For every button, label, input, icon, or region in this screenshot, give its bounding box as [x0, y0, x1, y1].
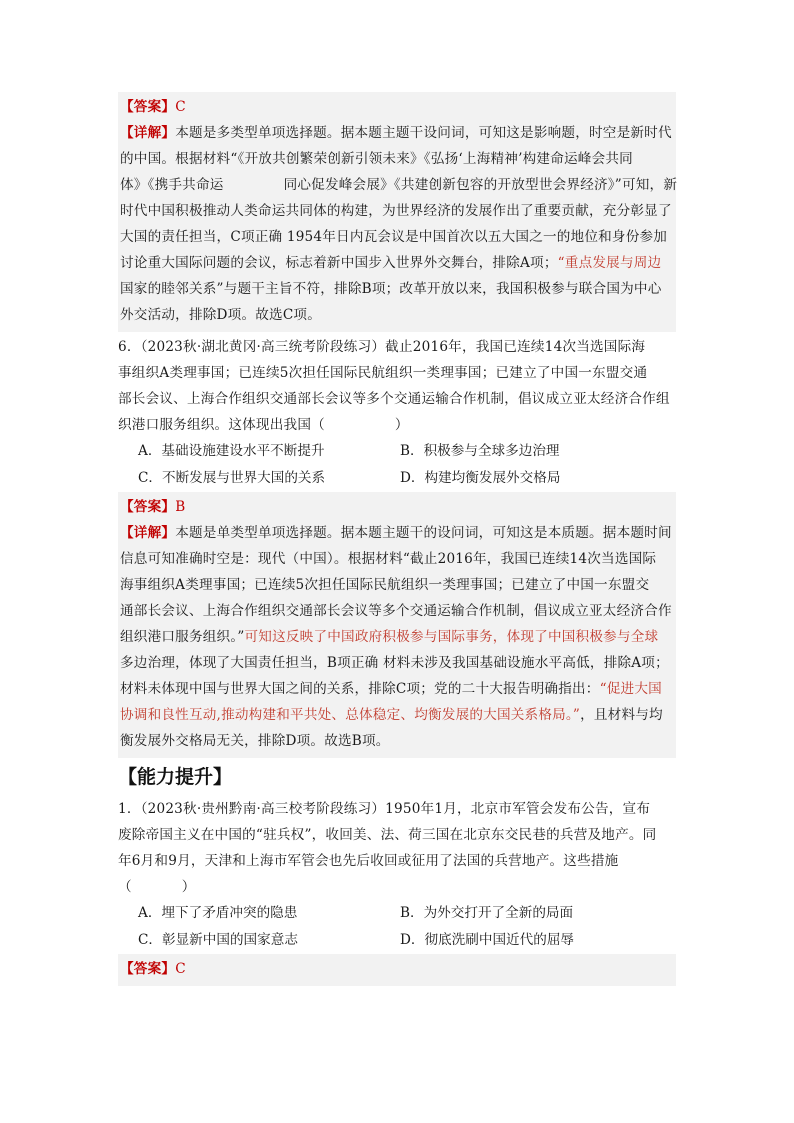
detail-text: ，且材料与均: [580, 707, 663, 723]
detail-line: [120, 624, 674, 650]
detail-line: 海事组织A类理事国；已连续5次担任国际民航组织一类理事国；已建立了中国一东盟交: [120, 577, 650, 593]
answer-label: 【答案】: [120, 99, 176, 115]
option-c: C．彰显新中国的国家意志: [138, 932, 298, 948]
question-stem-line: [118, 412, 676, 438]
answer-line: [120, 94, 674, 120]
question-6: [118, 334, 676, 492]
detail-text: 本题是多类型单项选择题。据本题主题干设问词，可知这是影响题，时空是新时代: [175, 125, 672, 141]
answer-line: [120, 494, 674, 520]
detail-line: 的中国。根据材料“《开放共创繁荣创新引领未来》《弘扬‘上海精神’构建命运峰会共同: [120, 151, 633, 167]
answer-value: C: [175, 961, 186, 977]
detail-line: [120, 676, 674, 702]
answer-value: C: [175, 99, 186, 115]
question-stem-line: 部长会议、上海合作组织交通部长会议等多个交通运输合作机制，倡议成立亚太经济合作组: [118, 391, 670, 407]
section-title: 【能力提升】: [118, 766, 233, 788]
option-a: A．基础设施建设水平不断提升: [138, 443, 325, 459]
question-stem-line: 废除帝国主义在中国的“驻兵权”，收回美、法、荷三国在北京东交民巷的兵营及地产。同: [118, 827, 657, 843]
detail-label: 【详解】: [120, 525, 176, 541]
detail-line: [120, 172, 678, 198]
detail-quote: “重点发展与周边: [557, 255, 662, 271]
answer-block-q5: [118, 92, 676, 332]
options-grid: [118, 900, 676, 954]
detail-line: [120, 250, 674, 276]
answer-value: B: [175, 499, 186, 515]
detail-quote: “促进大国: [599, 681, 662, 697]
detail-line: 时代中国积极推动人类命运共同体的构建，为世界经济的发展作出了重要贡献，充分彰显了: [120, 203, 672, 219]
detail-text: 材料未体现中国与世界大国之间的关系，排除C项；党的二十大报告明确指出：: [120, 681, 600, 697]
page-content: [118, 92, 676, 986]
detail-line: 国家的睦邻关系”与题干主旨不符，排除B项；改革开放以来，我国积极参与联合国为中心: [120, 281, 662, 297]
question-stem-line: 年6月和9月，天津和上海市军管会也先后收回或征用了法国的兵营地产。这些措施: [118, 853, 619, 869]
answer-label: 【答案】: [120, 961, 176, 977]
answer-block-q6: [118, 492, 676, 758]
question-stem-line: 6．（2023秋·湖北黄冈·高三统考阶段练习）截止2016年，我国已连续14次当选国际海: [118, 339, 646, 355]
detail-line: 通部长会议、上海合作组织交通部长会议等多个交通运输合作机制，倡议成立亚太经济合作: [120, 603, 672, 619]
answer-line: [120, 956, 674, 982]
question-stem-text: ）: [181, 879, 196, 895]
detail-text: 体》《携手共命运: [120, 177, 224, 193]
detail-text: 同心促发峰会展》《共建创新包容的开放型世会界经济》”可知，新: [283, 177, 678, 193]
detail-line: 衡发展外交格局无关，排除D项。故选B项。: [120, 733, 390, 749]
question-stem-line: 事组织A类理事国；已连续5次担任国际民航组织一类理事国；已建立了中国一东盟交通: [118, 365, 648, 381]
detail-line: [120, 120, 674, 146]
option-c: C．不断发展与世界大国的关系: [138, 470, 326, 486]
question-stem-text: ）: [394, 417, 409, 433]
detail-label: 【详解】: [120, 125, 176, 141]
question-stem-text: 织港口服务组织。这体现出我国（: [118, 417, 325, 433]
question-stem-text: （: [118, 879, 132, 895]
detail-highlight: 可知这反映了中国政府积极参与国际事务，体现了中国积极参与全球: [244, 629, 659, 645]
detail-line: [120, 702, 674, 728]
detail-line: 外交活动，排除D项。故选C项。: [120, 307, 322, 323]
option-d: D．彻底洗刷中国近代的屈辱: [400, 932, 575, 948]
option-b: B．积极参与全球多边治理: [400, 443, 560, 459]
answer-block-q1: [118, 954, 676, 986]
detail-line: [120, 520, 674, 546]
option-d: D．构建均衡发展外交格局: [400, 470, 561, 486]
answer-label: 【答案】: [120, 499, 176, 515]
question-stem-line: 1．（2023秋·贵州黔南·高三校考阶段练习）1950年1月，北京市军管会发布公告，宣布: [118, 801, 651, 817]
detail-line: 大国的责任担当，C项正确 1954年日内瓦会议是中国首次以五大国之一的地位和身份参加: [120, 229, 668, 245]
option-b: B．为外交打开了全新的局面: [400, 905, 574, 921]
detail-line: 信息可知准确时空是：现代（中国）。根据材料“截止2016年，我国已连续14次当选国际: [120, 551, 657, 567]
options-grid: [118, 438, 676, 492]
detail-text: 讨论重大国际问题的会议，标志着新中国步入世界外交舞台，排除A项；: [120, 255, 558, 271]
detail-text: 组织港口服务组织。”: [120, 629, 245, 645]
detail-line: 多边治理，体现了大国责任担当，B项正确 材料未涉及我国基础设施水平高低，排除A项；: [120, 655, 669, 671]
detail-quote: 协调和良性互动,推动构建和平共处、总体稳定、均衡发展的大国关系格局。”: [120, 707, 581, 723]
detail-text: 本题是单类型单项选择题。据本题主题干的设问词，可知这是本质题。据本题时间: [175, 525, 672, 541]
question-stem-line: [118, 874, 676, 900]
option-a: A．埋下了矛盾冲突的隐患: [138, 905, 298, 921]
question-1: [118, 796, 676, 954]
